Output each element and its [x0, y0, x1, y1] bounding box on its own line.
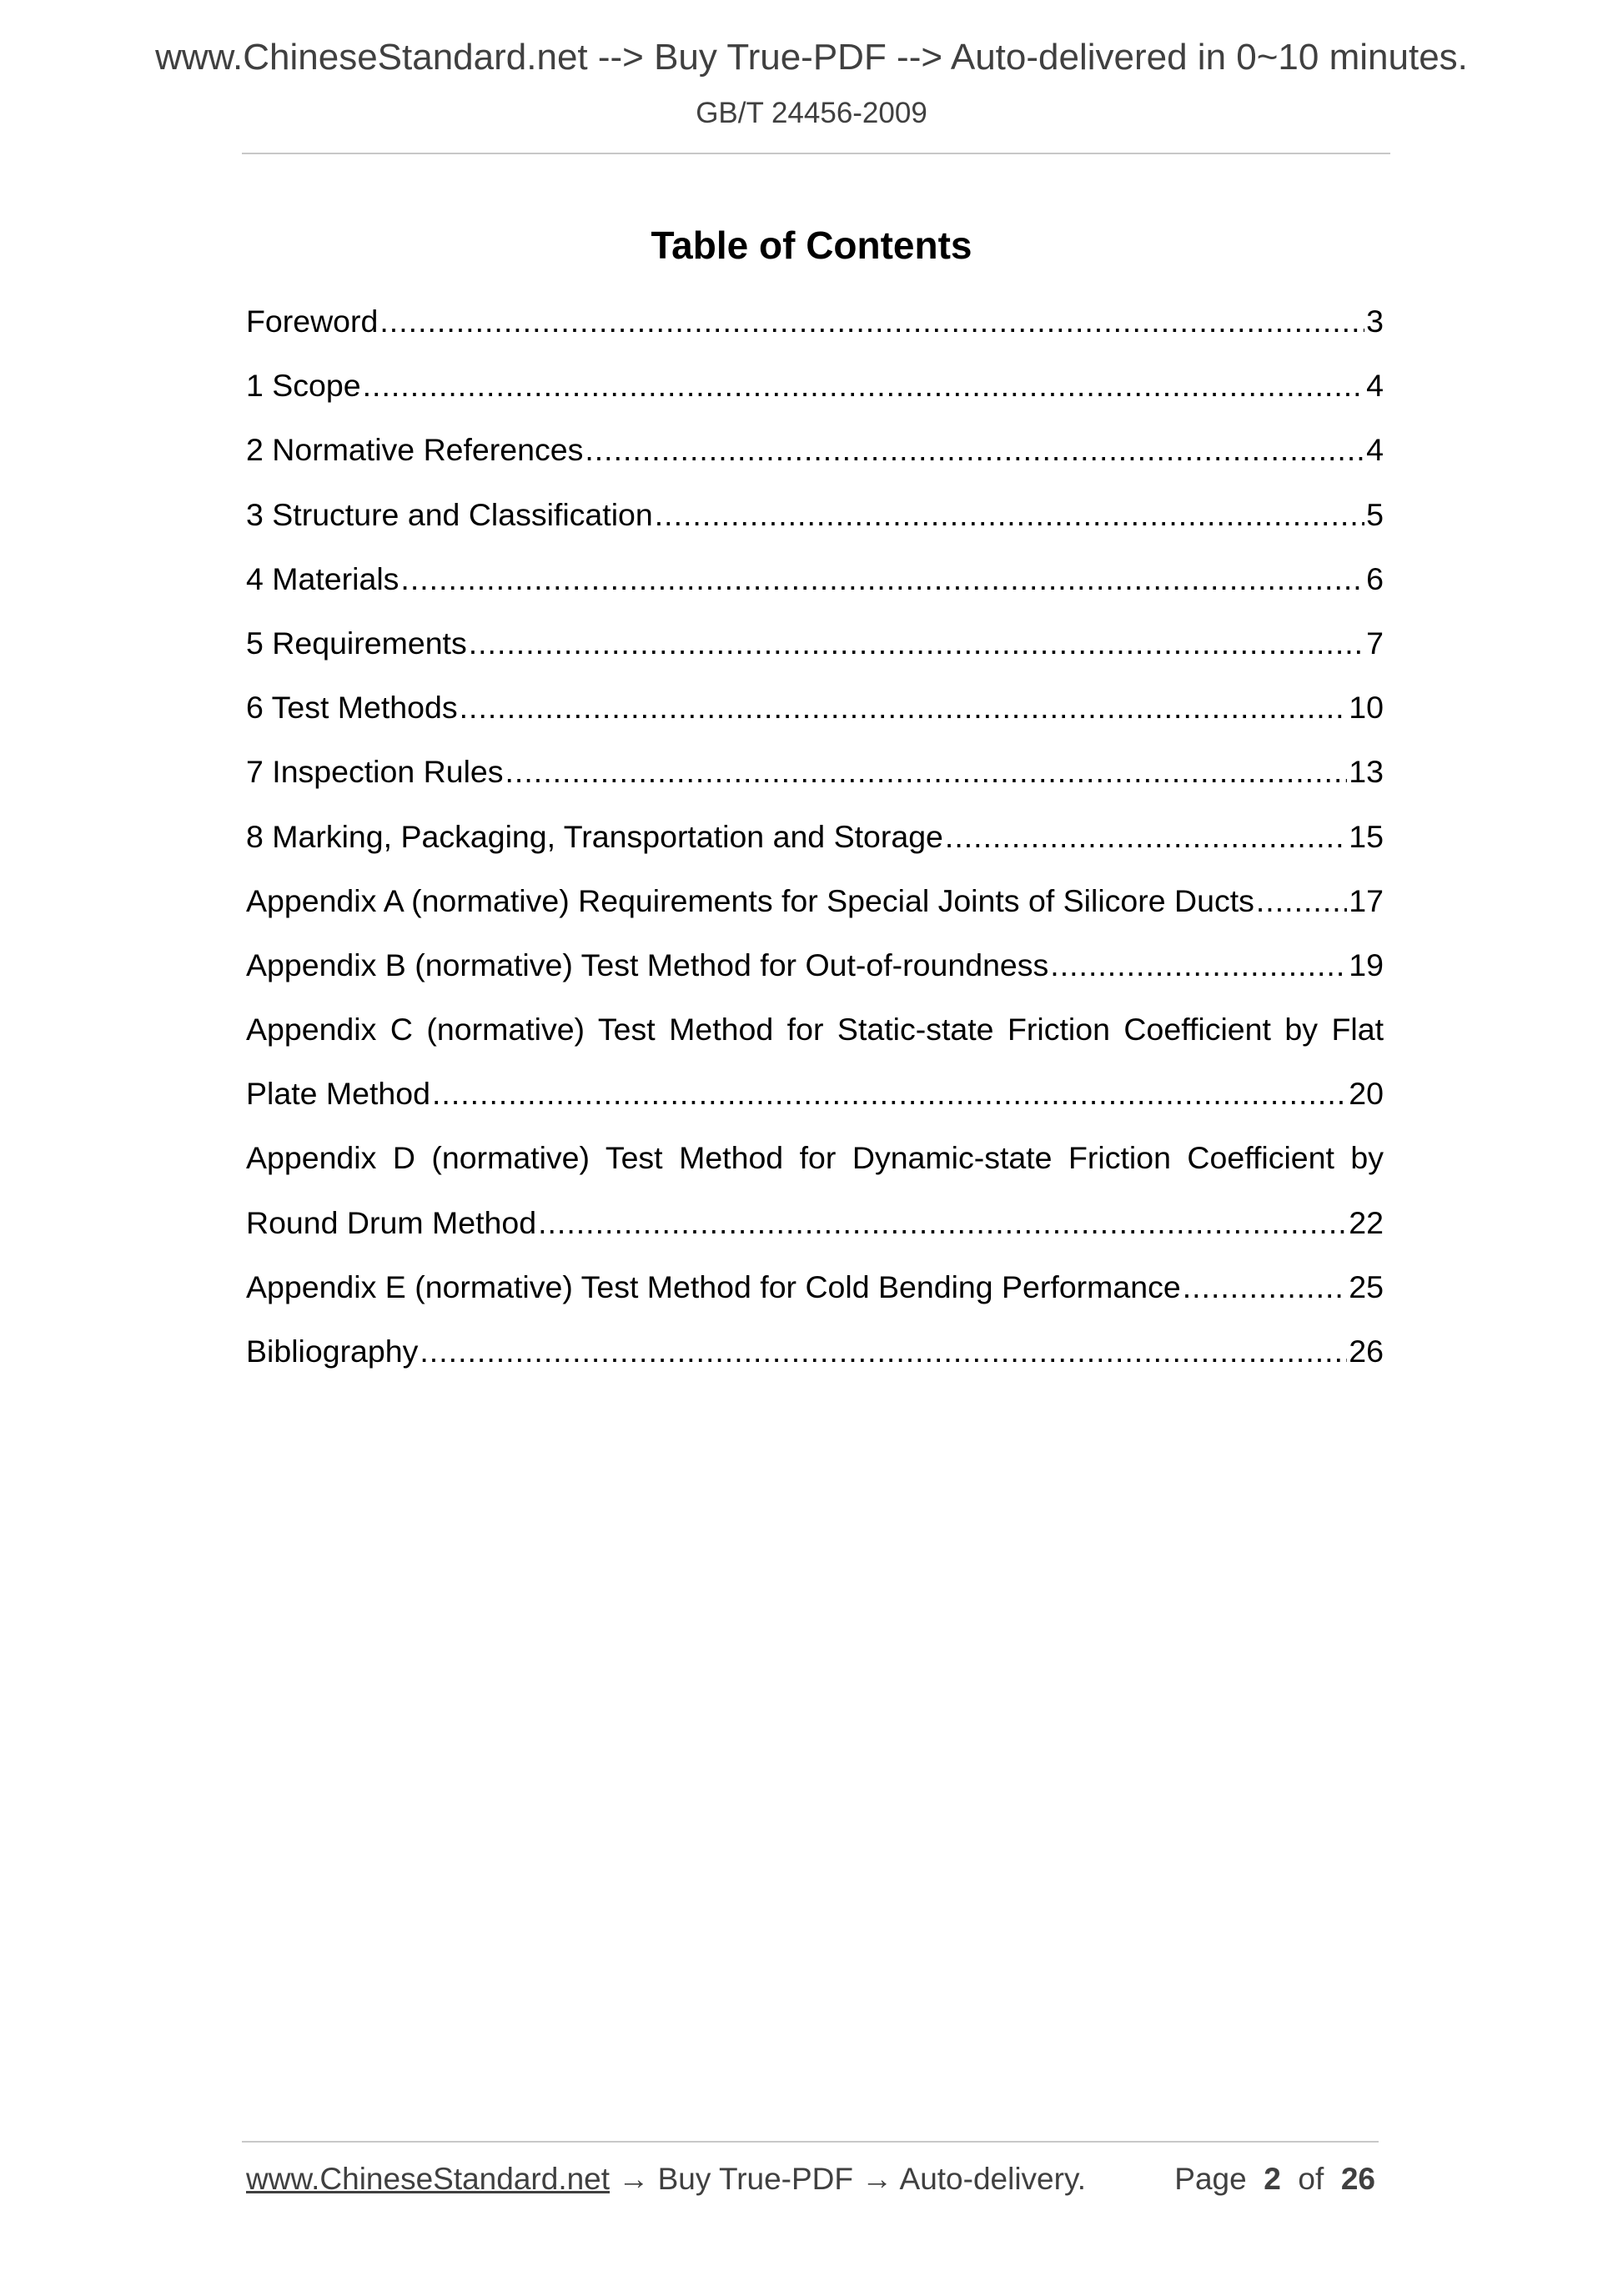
toc-entry-label: 5 Requirements	[246, 625, 467, 661]
toc-entry-page: 3	[1366, 304, 1384, 339]
footer-promo-text: → Buy True-PDF → Auto-delivery.	[610, 2162, 1086, 2196]
toc-dot-leader	[538, 1191, 1347, 1255]
toc-dot-leader	[585, 418, 1364, 482]
toc-dot-leader	[460, 676, 1348, 740]
toc-dot-leader	[469, 611, 1364, 676]
toc-entry-label: 4 Materials	[246, 560, 399, 596]
toc-dot-leader	[363, 354, 1365, 418]
toc-title: Table of Contents	[651, 224, 972, 267]
footer-promo	[246, 2159, 1086, 2199]
toc-entry-label: Foreword	[246, 304, 379, 339]
toc-dot-leader	[400, 547, 1364, 611]
toc-dot-leader	[1050, 933, 1347, 997]
footer-divider	[242, 2141, 1379, 2143]
toc-entry-page: 17	[1349, 882, 1384, 918]
toc-entry-label: Appendix E (normative) Test Method for Cold Bending Performance	[246, 1269, 1181, 1304]
toc-entry-label: 8 Marking, Packaging, Transportation and Storage	[246, 818, 943, 854]
toc-entry-page: 6	[1366, 560, 1384, 596]
toc-entry-label: 2 Normative References	[246, 432, 584, 468]
toc-entry-label: 6 Test Methods	[246, 690, 458, 726]
toc-entry-page: 15	[1349, 818, 1384, 854]
toc-entry-label: Appendix B (normative) Test Method for Out-of-roundness	[246, 947, 1049, 982]
toc-entry-scope[interactable]	[246, 354, 1384, 418]
current-page: 2	[1264, 2162, 1281, 2196]
toc-entry-label: Appendix D (normative) Test Method for Dynamic-state Friction Coefficient by	[246, 1140, 1384, 1176]
toc-entry-page: 26	[1349, 1334, 1384, 1369]
toc-entry-bibliography[interactable]	[246, 1319, 1384, 1384]
toc-entry-normative-references[interactable]	[246, 418, 1384, 482]
toc-dot-leader	[505, 740, 1348, 804]
toc-entry-marking-packaging[interactable]	[246, 805, 1384, 869]
toc-entry-appendix-c[interactable]	[246, 997, 1384, 1062]
toc-entry-label: Round Drum Method	[246, 1204, 537, 1240]
toc-entry-page: 4	[1366, 432, 1384, 468]
total-pages: 26	[1340, 2162, 1375, 2196]
toc-dot-leader	[432, 1062, 1347, 1126]
toc-entry-inspection-rules[interactable]	[246, 740, 1384, 804]
document-code: GB/T 24456-2009	[696, 97, 927, 129]
toc-entry-appendix-d-continued[interactable]	[246, 1191, 1384, 1255]
page-word: Page	[1174, 2162, 1247, 2196]
toc-entry-page: 13	[1349, 754, 1384, 790]
toc-entry-label: Appendix C (normative) Test Method for Static-state Friction Coefficient by Flat	[246, 1012, 1384, 1048]
toc-entry-appendix-b[interactable]	[246, 933, 1384, 997]
toc-entry-requirements[interactable]	[246, 611, 1384, 676]
page-number	[1174, 2159, 1375, 2199]
header-divider	[242, 153, 1390, 154]
toc-entry-page: 19	[1349, 947, 1384, 982]
toc-dot-leader	[379, 289, 1364, 354]
footer-website-link[interactable]: www.ChineseStandard.net	[246, 2162, 611, 2196]
of-word: of	[1298, 2162, 1324, 2196]
toc-entry-test-methods[interactable]	[246, 676, 1384, 740]
toc-entry-appendix-a[interactable]	[246, 869, 1384, 933]
toc-dot-leader	[420, 1319, 1347, 1384]
top-banner: www.ChineseStandard.net --> Buy True-PDF --> Auto-delivered in 0~10 minutes.	[155, 37, 1468, 78]
toc-entry-page: 4	[1366, 368, 1384, 404]
toc-entry-page: 10	[1349, 690, 1384, 726]
toc-entry-structure-classification[interactable]	[246, 483, 1384, 547]
toc-entry-page: 22	[1349, 1204, 1384, 1240]
toc-entry-label: 7 Inspection Rules	[246, 754, 504, 790]
toc-entry-label: 3 Structure and Classification	[246, 496, 653, 532]
toc-entry-label: 1 Scope	[246, 368, 361, 404]
toc-entry-appendix-c-continued[interactable]	[246, 1062, 1384, 1126]
toc-entry-page: 20	[1349, 1076, 1384, 1112]
toc-dot-leader	[1183, 1255, 1348, 1319]
toc-entry-foreword[interactable]	[246, 289, 1384, 354]
toc-entry-label: Plate Method	[246, 1076, 430, 1112]
toc-dot-leader	[1256, 869, 1347, 933]
toc-entry-appendix-e[interactable]	[246, 1255, 1384, 1319]
toc-entry-appendix-d[interactable]	[246, 1126, 1384, 1190]
toc-dot-leader	[655, 483, 1364, 547]
toc-entry-label: Appendix A (normative) Requirements for Special Joints of Silicore Ducts	[246, 882, 1254, 918]
toc-entry-label: Bibliography	[246, 1334, 419, 1369]
toc-dot-leader	[945, 805, 1347, 869]
toc-list	[246, 289, 1384, 1384]
toc-entry-page: 5	[1366, 496, 1384, 532]
toc-entry-page: 7	[1366, 625, 1384, 661]
toc-entry-page: 25	[1349, 1269, 1384, 1304]
toc-entry-materials[interactable]	[246, 547, 1384, 611]
